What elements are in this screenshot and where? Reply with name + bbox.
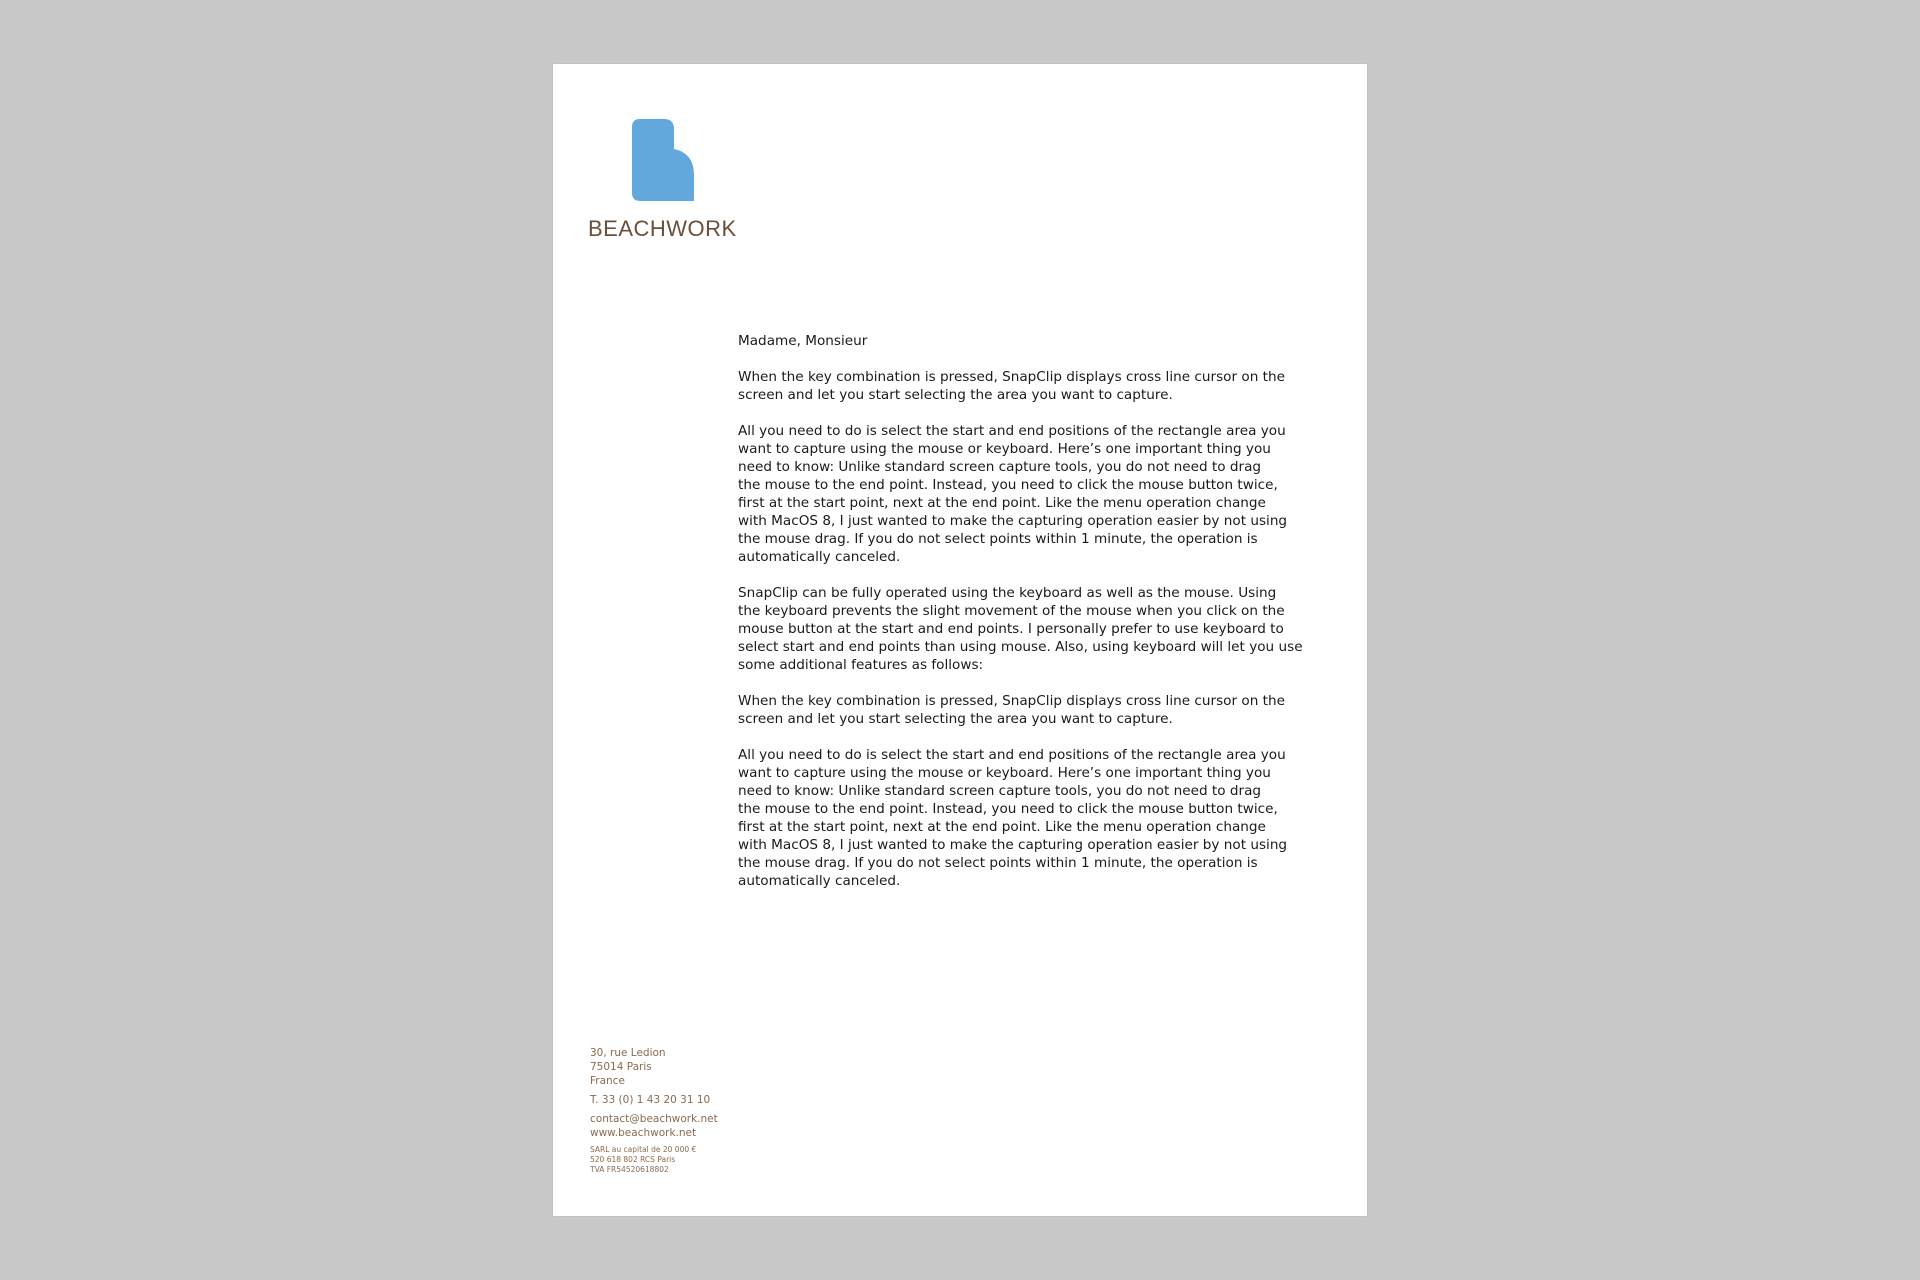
brand-name: BEACHWORK [588, 216, 737, 241]
paragraph: When the key combination is pressed, SnapClip displays cross line cursor on the screen and let you start selecting the area you want to capture. [738, 369, 1285, 403]
legal-rcs: 520 618 802 RCS Paris [590, 1155, 676, 1164]
b-letter-logo-icon [632, 119, 694, 201]
company-footer [590, 1046, 790, 1175]
paragraph: SnapClip can be fully operated using the keyboard as well as the mouse. Using the keyboard prevents the slight movement of the mouse when you click on the mouse button at the start and end points. I personally prefer to use keyboard to select start and end points than using mouse. Also, using keyboard will let you use some additional features as follows: [738, 585, 1303, 673]
letter-body [738, 332, 1318, 908]
address-city: 75014 Paris [590, 1061, 652, 1073]
paragraph: All you need to do is select the start and end positions of the rectangle area you want to capture using the mouse or keyboard. Here’s one important thing you need to know: Unlike standard screen capture tools, you do not need to drag the mouse to the end point. Instead, you need to click the mouse button twice, first at the start point, next at the end point. Like the menu operation change with MacOS 8, I just wanted to make the capturing operation easier by not using the mouse drag. If you do not select points within 1 minute, the operation is automatically canceled. [738, 747, 1288, 889]
legal-tva: TVA FR54520618802 [590, 1165, 669, 1174]
paragraph: When the key combination is pressed, SnapClip displays cross line cursor on the screen and let you start selecting the area you want to capture. [738, 693, 1285, 727]
salutation: Madame, Monsieur [738, 333, 868, 349]
email-address: contact@beachwork.net [590, 1113, 718, 1125]
paragraph: All you need to do is select the start and end positions of the rectangle area you want to capture using the mouse or keyboard. Here’s one important thing you need to know: Unlike standard screen capture tools, you do not need to drag the mouse to the end point. Instead, you need to click the mouse button twice, first at the start point, next at the end point. Like the menu operation change with MacOS 8, I just wanted to make the capturing operation easier by not using the mouse drag. If you do not select points within 1 minute, the operation is automatically canceled. [738, 423, 1288, 565]
letterhead-page [553, 64, 1367, 1216]
phone-number: T. 33 (0) 1 43 20 31 10 [590, 1094, 711, 1106]
address-country: France [590, 1075, 625, 1087]
legal-capital: SARL au capital de 20 000 € [590, 1145, 697, 1154]
address-street: 30, rue Ledion [590, 1047, 666, 1059]
website-url: www.beachwork.net [590, 1127, 697, 1139]
